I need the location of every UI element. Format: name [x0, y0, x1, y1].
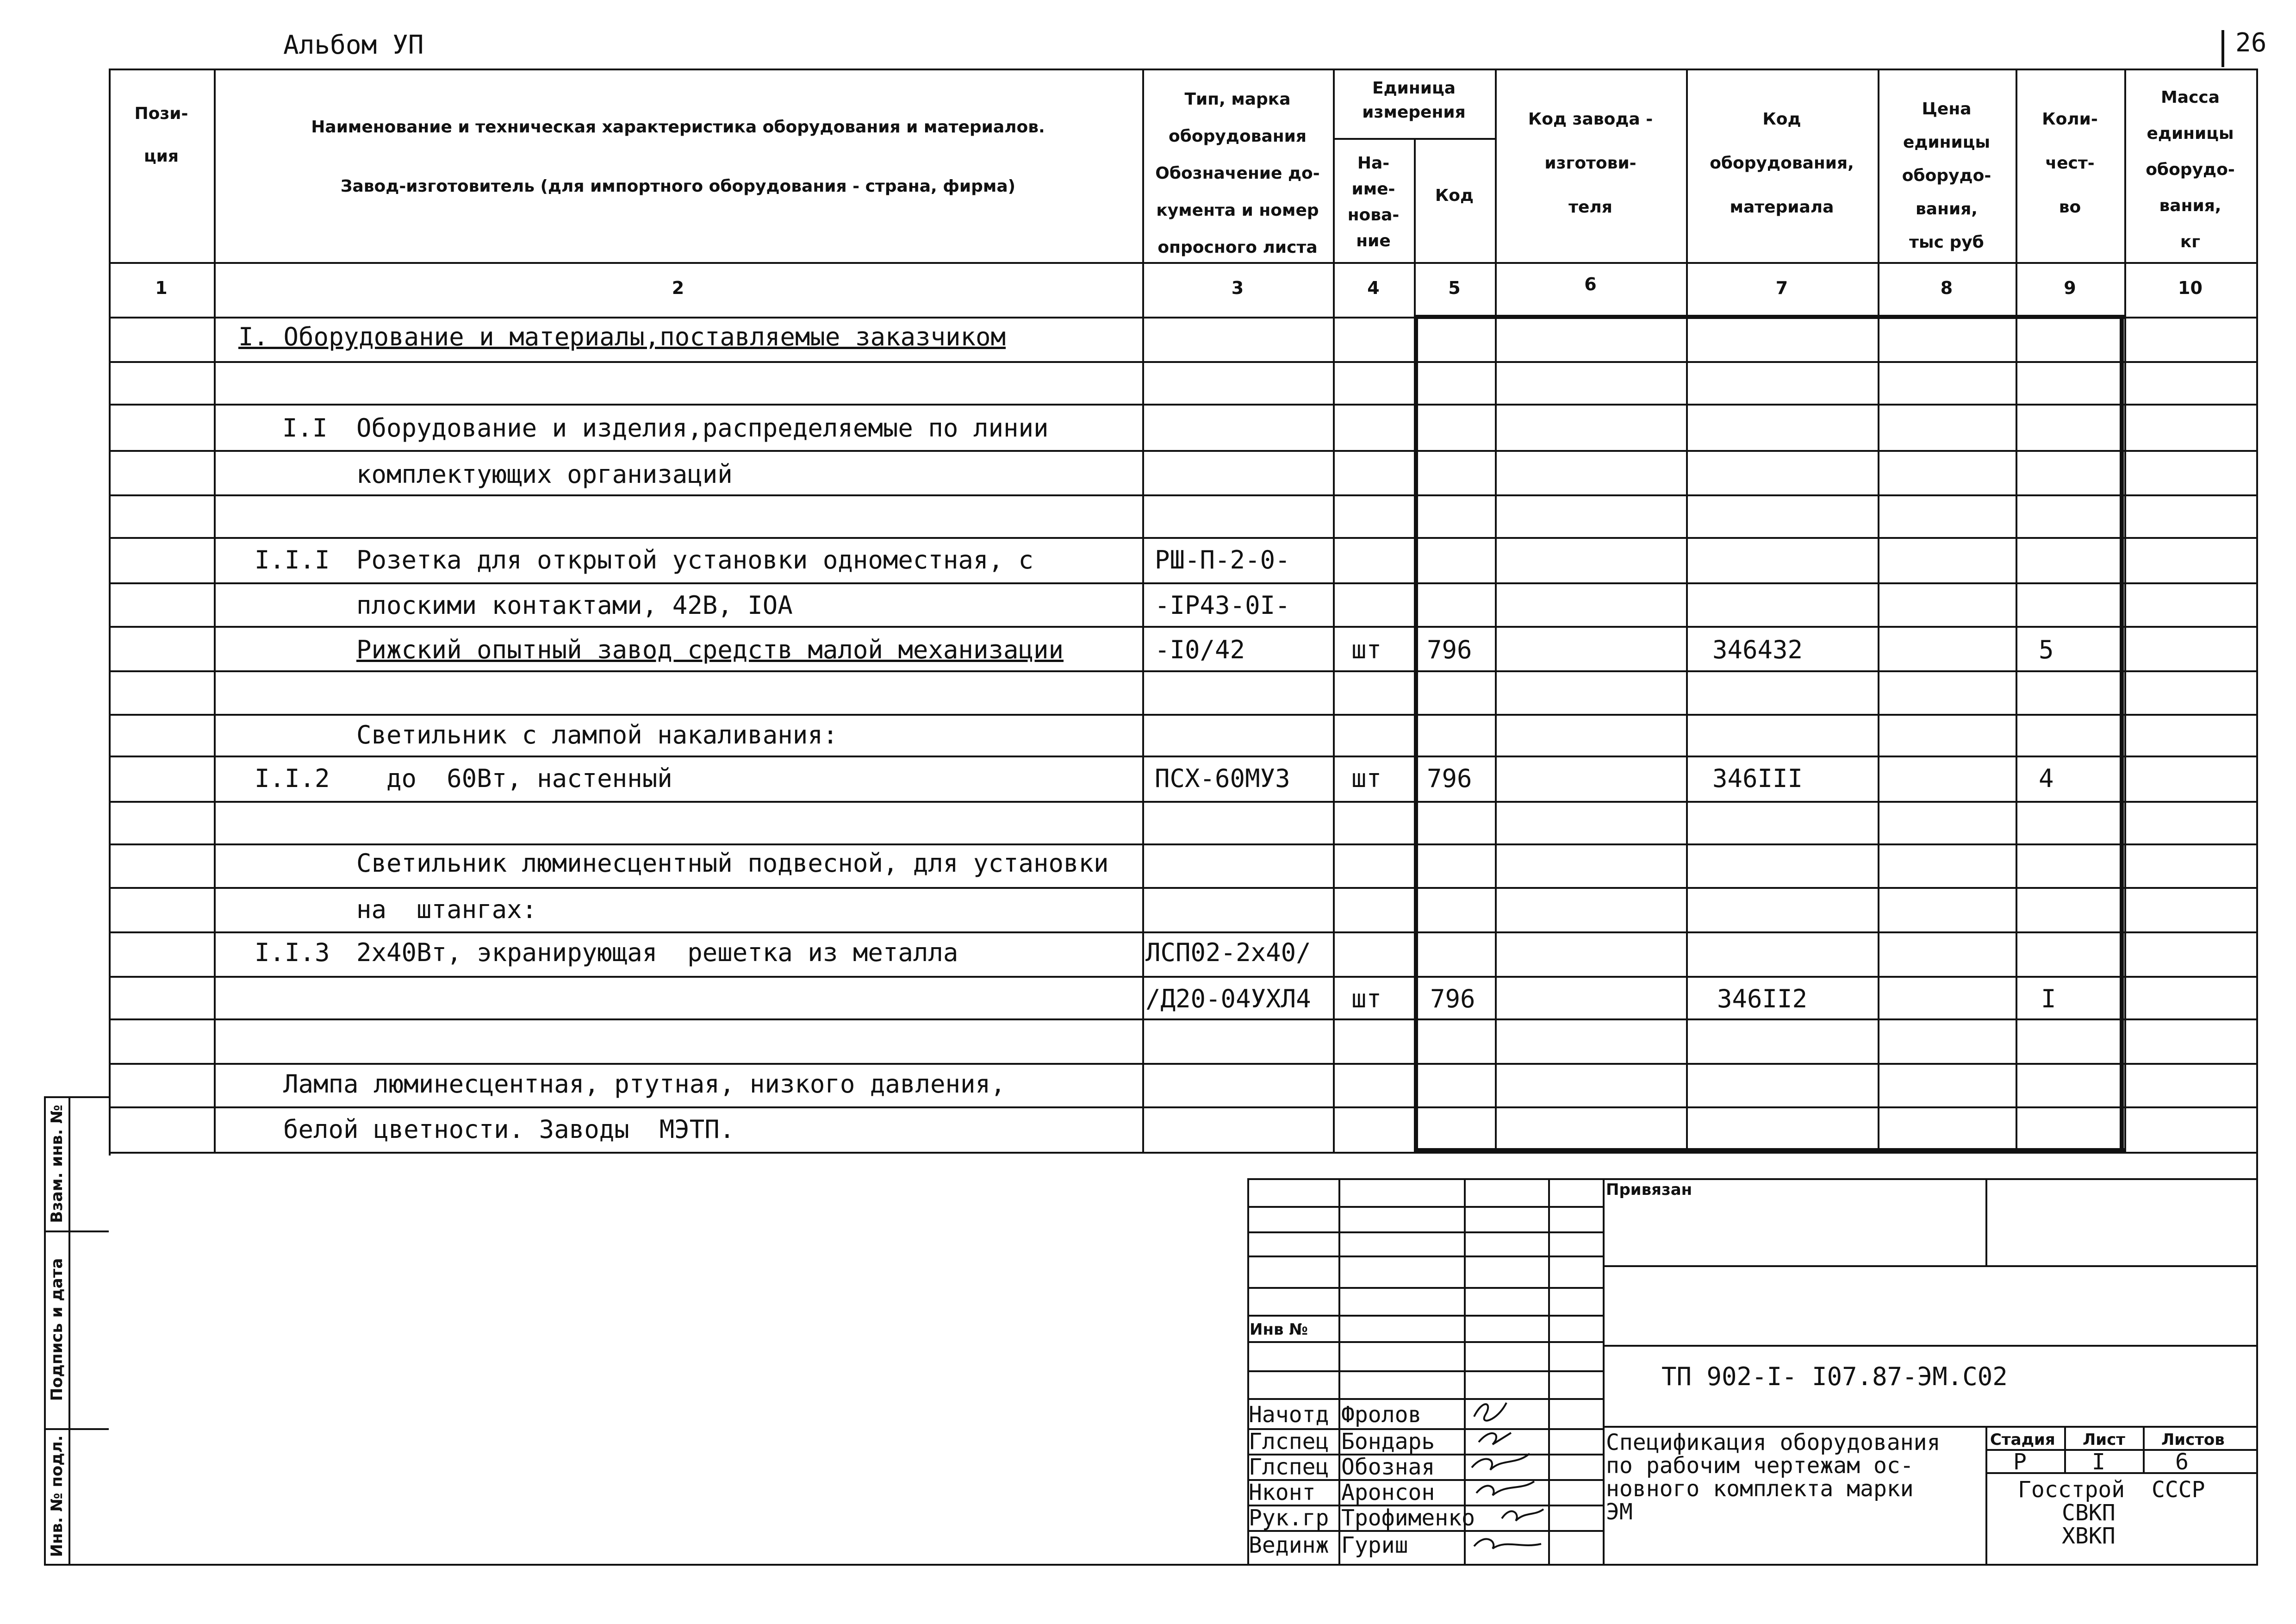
colnum-3: 3: [1231, 278, 1244, 298]
row-position: I.I.2: [255, 764, 330, 793]
header-unit-group: Единица измерения: [1362, 79, 1466, 122]
row-type: -I0/42: [1155, 635, 1245, 664]
row-position: I.I.3: [255, 938, 330, 967]
role-person: Фролов: [1341, 1402, 1422, 1428]
sheet-label: Лист: [2083, 1430, 2125, 1449]
colnum-9: 9: [2064, 278, 2076, 298]
side-stamp-bottom: [44, 1564, 109, 1566]
row-name: Рижский опытный завод средств малой механизации: [356, 635, 1064, 664]
colnum-7: 7: [1775, 278, 1788, 298]
colnum-5: 5: [1448, 278, 1461, 298]
side-stamp-original-inv: Инв. № подл.: [48, 1435, 66, 1557]
role-person: Гуриш: [1341, 1532, 1408, 1558]
row-line: [109, 1018, 2256, 1020]
col-line-5: [1495, 69, 1497, 1152]
organization-line: СВКП: [2062, 1500, 2116, 1526]
role-person: Трофименко: [1341, 1505, 1475, 1531]
row-line: [109, 537, 2256, 539]
row-line: [109, 887, 2256, 889]
role-label: Рук.гр: [1249, 1505, 1329, 1531]
row-position: I.I: [282, 413, 328, 443]
role-label: Глспец: [1249, 1454, 1329, 1480]
row-line: [109, 450, 2256, 452]
organization-line: Госстрой СССР: [2018, 1477, 2205, 1503]
row-line: [109, 404, 2256, 406]
header-unit-name: На- име- нова- ние: [1347, 154, 1400, 250]
row-quantity: I: [2041, 984, 2056, 1013]
side-stamp-left: [44, 1096, 46, 1565]
row-name: белой цветности. Заводы МЭТП.: [283, 1115, 735, 1144]
row-line: [109, 931, 2256, 933]
row-line: [109, 843, 2256, 845]
row-name: на штангах:: [356, 895, 537, 924]
colnum-6: 6: [1584, 274, 1597, 294]
col-line-8: [2016, 69, 2017, 1152]
row-type: ПСХ-60МУЗ: [1155, 764, 1290, 793]
row-line: [109, 670, 2256, 672]
table-right-border: [2256, 69, 2258, 1565]
stage-value: Р: [2013, 1449, 2027, 1475]
row-line: [109, 361, 2256, 363]
thick-frame-right: [2120, 317, 2124, 1152]
tb-grid-row: [1247, 1287, 1603, 1289]
colnum-1: 1: [155, 278, 168, 298]
inventory-number-label: Инв №: [1250, 1320, 1308, 1339]
side-stamp-signature-date: Подпись и дата: [48, 1258, 66, 1401]
role-person: Бондарь: [1341, 1429, 1435, 1455]
header-type: Тип, марка оборудования Обозначение до- кумента и номер опросного листа: [1155, 90, 1320, 257]
code-bottom: [1603, 1426, 2258, 1428]
title-block-main-left: [1603, 1178, 1605, 1565]
role-person: Обозная: [1341, 1454, 1435, 1480]
row-type: /Д20-04УХЛ4: [1145, 984, 1311, 1013]
signatures-graphic: [1465, 1389, 1548, 1562]
row-line: [109, 756, 2256, 757]
role-label: Нконт: [1249, 1480, 1316, 1505]
row-equipment-code: 346432: [1712, 635, 1803, 664]
stage-block-left: [1985, 1426, 1987, 1565]
col-line-1: [214, 69, 216, 1152]
document-code: ТП 902-I- I07.87-ЭМ.С02: [1661, 1362, 2008, 1391]
privyazan-bottom: [1603, 1265, 2258, 1267]
side-stamp-replaced-inv: Взам. инв. №: [48, 1105, 66, 1223]
table-left-border: [109, 69, 111, 1156]
header-factory-code: Код завода - изготови- теля: [1528, 110, 1653, 217]
row-quantity: 5: [2039, 635, 2054, 664]
colnum-4: 4: [1367, 278, 1380, 298]
tb-grid-row: [1247, 1315, 1603, 1317]
header-quantity: Коли- чест- во: [2042, 110, 2098, 217]
row-name: комплектующих организаций: [356, 460, 733, 489]
code-top: [1603, 1345, 2258, 1347]
row-quantity: 4: [2039, 764, 2054, 793]
document-title-line: новного комплекта марки: [1606, 1476, 1914, 1502]
row-line: [109, 582, 2256, 584]
sheets-value: 6: [2175, 1449, 2189, 1475]
colnum-10: 10: [2178, 278, 2203, 298]
row-line: [109, 1106, 2256, 1108]
thick-frame-top: [1414, 315, 2124, 319]
thick-frame-left: [1414, 317, 1418, 1152]
side-stamp-inner: [68, 1096, 70, 1565]
row-code: 796: [1427, 764, 1472, 793]
header-unit-code: Код: [1435, 186, 1474, 205]
row-code: 796: [1430, 984, 1475, 1013]
row-line: [109, 494, 2256, 496]
col-line-6: [1686, 69, 1688, 1152]
frame-bottom: [109, 1564, 2258, 1566]
tb-grid-row: [1247, 1231, 1603, 1233]
row-line: [109, 976, 2256, 978]
row-unit: шт: [1351, 984, 1382, 1013]
row-name: до 60Вт, настенный: [356, 764, 672, 793]
stage-label: Стадия: [1990, 1430, 2055, 1449]
tb-grid-row: [1247, 1341, 1603, 1343]
document-title-line: по рабочим чертежам ос-: [1606, 1453, 1914, 1479]
colnum-8: 8: [1940, 278, 1953, 298]
privyazan-divider: [1985, 1178, 1987, 1265]
side-stamp-divider: [44, 1428, 109, 1430]
title-block-top: [1247, 1178, 2258, 1180]
header-name-line2: Завод-изготовитель (для импортного оборудования - страна, фирма): [340, 177, 1016, 196]
row-line: [109, 626, 2256, 628]
row-name: Светильник с лампой накаливания:: [356, 720, 838, 750]
header-unit-price: Цена единицы оборудо- вания, тыс руб: [1902, 100, 1991, 252]
tb-grid-row: [1247, 1206, 1603, 1208]
row-unit: шт: [1351, 764, 1382, 793]
row-position: I.I.I: [255, 545, 330, 575]
row-line: [109, 801, 2256, 803]
row-line: [109, 1063, 2256, 1065]
row-line: [109, 714, 2256, 716]
row-name: Светильник люминесцентный подвесной, для установки: [356, 849, 1109, 878]
document-title-line: ЭМ: [1606, 1499, 1633, 1525]
table-body-bottom: [109, 1152, 2256, 1154]
tb-grid-row: [1247, 1255, 1603, 1257]
header-unit-mass: Масса единицы оборудо- вания, кг: [2146, 88, 2235, 251]
row-type: ЛСП02-2х40/: [1145, 938, 1311, 967]
section-title: I. Оборудование и материалы,поставляемые заказчиком: [238, 322, 1006, 351]
album-label: Альбом УП: [283, 30, 424, 60]
tb-grid-row: [1247, 1398, 1603, 1400]
row-name: Оборудование и изделия,распределяемые по линии: [356, 413, 1049, 443]
row-name: Лампа люминесцентная, ртутная, низкого давления,: [283, 1069, 1006, 1099]
privyazan-label: Привязан: [1606, 1181, 1692, 1199]
row-unit: шт: [1351, 635, 1382, 664]
tb-grid-row: [1247, 1370, 1603, 1372]
page-number: 26: [2235, 28, 2267, 58]
organization-line: ХВКП: [2062, 1523, 2116, 1549]
header-position: Пози- ция: [134, 104, 188, 166]
row-equipment-code: 346II2: [1717, 984, 1808, 1013]
row-name: Розетка для открытой установки одноместная, с: [356, 545, 1033, 575]
role-label: Глспец: [1249, 1429, 1329, 1455]
page-number-divider: [2221, 30, 2224, 67]
row-name: 2х40Вт, экранирующая решетка из металла: [356, 938, 958, 967]
sheets-label: Листов: [2161, 1430, 2225, 1449]
row-type: -IP43-0I-: [1155, 591, 1290, 620]
row-code: 796: [1427, 635, 1472, 664]
role-label: Вединж: [1249, 1532, 1329, 1558]
colnum-2: 2: [672, 278, 684, 298]
row-name: плоскими контактами, 42В, IОА: [356, 591, 793, 620]
header-equipment-code: Код оборудования, материала: [1710, 110, 1854, 217]
sheet-value: I: [2092, 1449, 2105, 1475]
row-equipment-code: 346III: [1712, 764, 1803, 793]
role-label: Начотд: [1249, 1402, 1329, 1428]
role-person: Аронсон: [1341, 1480, 1435, 1505]
row-type: РШ-П-2-0-: [1155, 545, 1290, 575]
header-name-line1: Наименование и техническая характеристика оборудования и материалов.: [311, 118, 1045, 137]
document-title-line: Спецификация оборудования: [1606, 1430, 1941, 1455]
table-top-border: [109, 69, 2256, 70]
